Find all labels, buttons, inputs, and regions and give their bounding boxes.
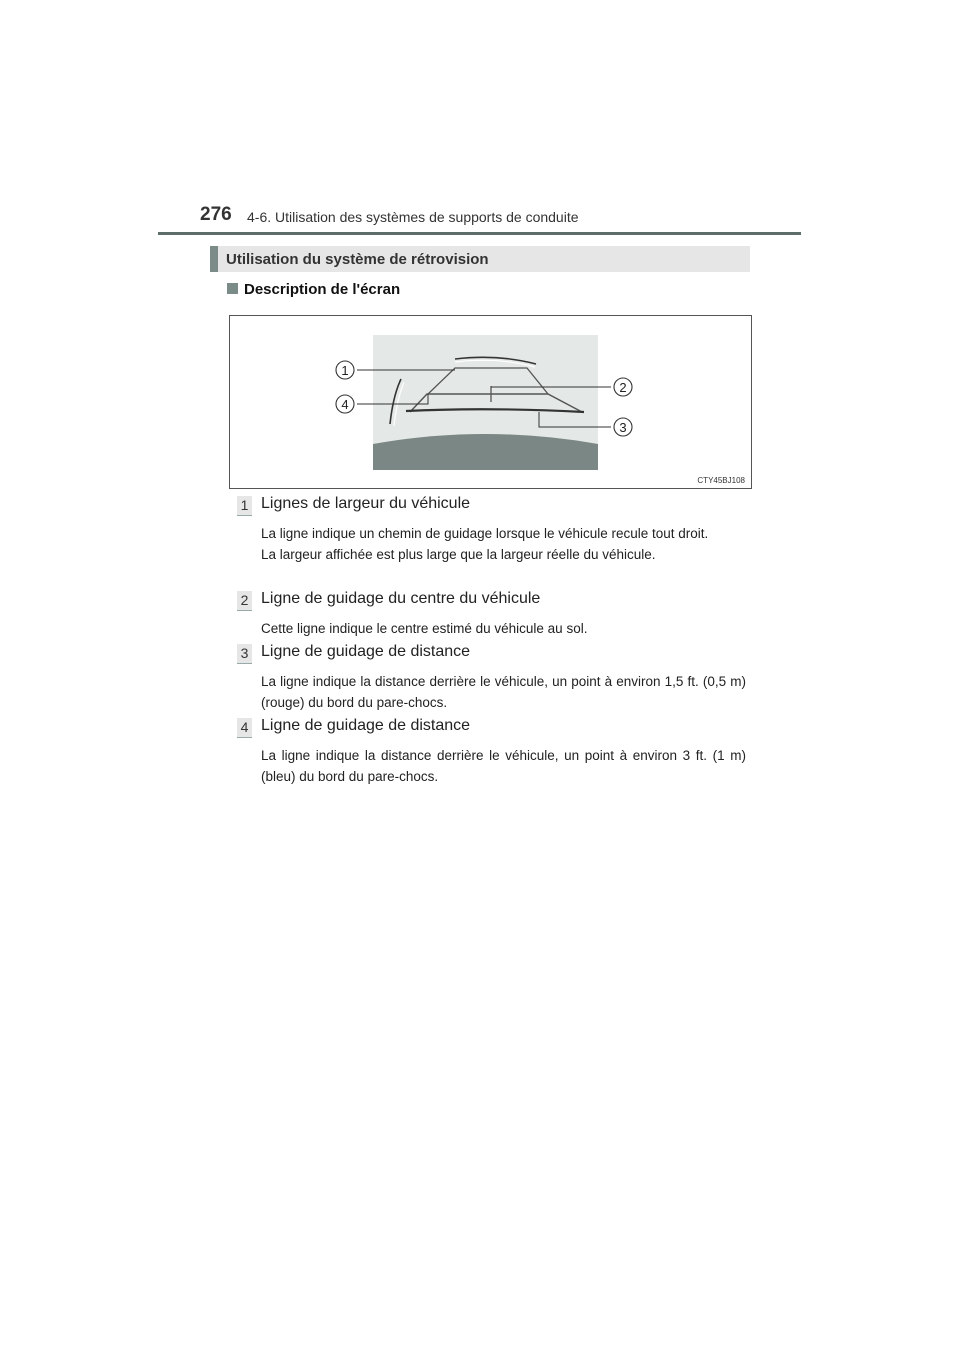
item-description [261, 745, 746, 787]
rear-bumper-shape [373, 434, 598, 470]
section-accent [210, 246, 218, 272]
callout-4-text: 4 [341, 397, 349, 412]
square-bullet-icon [227, 283, 238, 294]
item-description-line: La ligne indique un chemin de guidage lorsque le véhicule recule tout droit. [261, 526, 709, 541]
item-description [261, 523, 746, 565]
callout-2-text: 2 [619, 380, 627, 395]
item-label: Lignes de largeur du véhicule [261, 495, 471, 512]
item-label: Ligne de guidage de distance [261, 717, 471, 734]
item-label: Ligne de guidage de distance [261, 643, 471, 660]
page-number: 276 [200, 204, 232, 225]
section-header [210, 246, 750, 272]
chapter-title: 4-6. Utilisation des systèmes de supports de conduite [247, 209, 579, 225]
rear-view-diagram [230, 316, 751, 488]
callout-3-text: 3 [619, 420, 627, 435]
rear-view-screen-figure [229, 315, 752, 489]
item-description [261, 671, 746, 713]
item-description-line: La ligne indique la distance derrière le véhicule, un point à environ 1,5 ft. (0,5 m) (rouge) du bord du pare-chocs. [261, 674, 746, 710]
header-divider [158, 232, 801, 235]
item-number-badge: 1 [237, 496, 252, 516]
item-label: Ligne de guidage du centre du véhicule [261, 590, 541, 607]
item-description-line: Cette ligne indique le centre estimé du véhicule au sol. [261, 621, 588, 636]
callout-1-text: 1 [341, 363, 349, 378]
item-number-badge: 4 [237, 718, 252, 738]
item-description [261, 618, 746, 639]
item-description-line: La ligne indique la distance derrière le véhicule, un point à environ 3 ft. (1 m) (bleu) du bord du pare-chocs. [261, 748, 746, 784]
section-title: Utilisation du système de rétrovision [226, 251, 489, 268]
subsection-heading [227, 281, 400, 298]
figure-code: CTY45BJ108 [697, 476, 745, 485]
subsection-title: Description de l'écran [244, 281, 401, 298]
item-number-badge: 3 [237, 644, 252, 664]
item-number-badge: 2 [237, 591, 252, 611]
item-description-line: La largeur affichée est plus large que la largeur réelle du véhicule. [261, 547, 656, 562]
